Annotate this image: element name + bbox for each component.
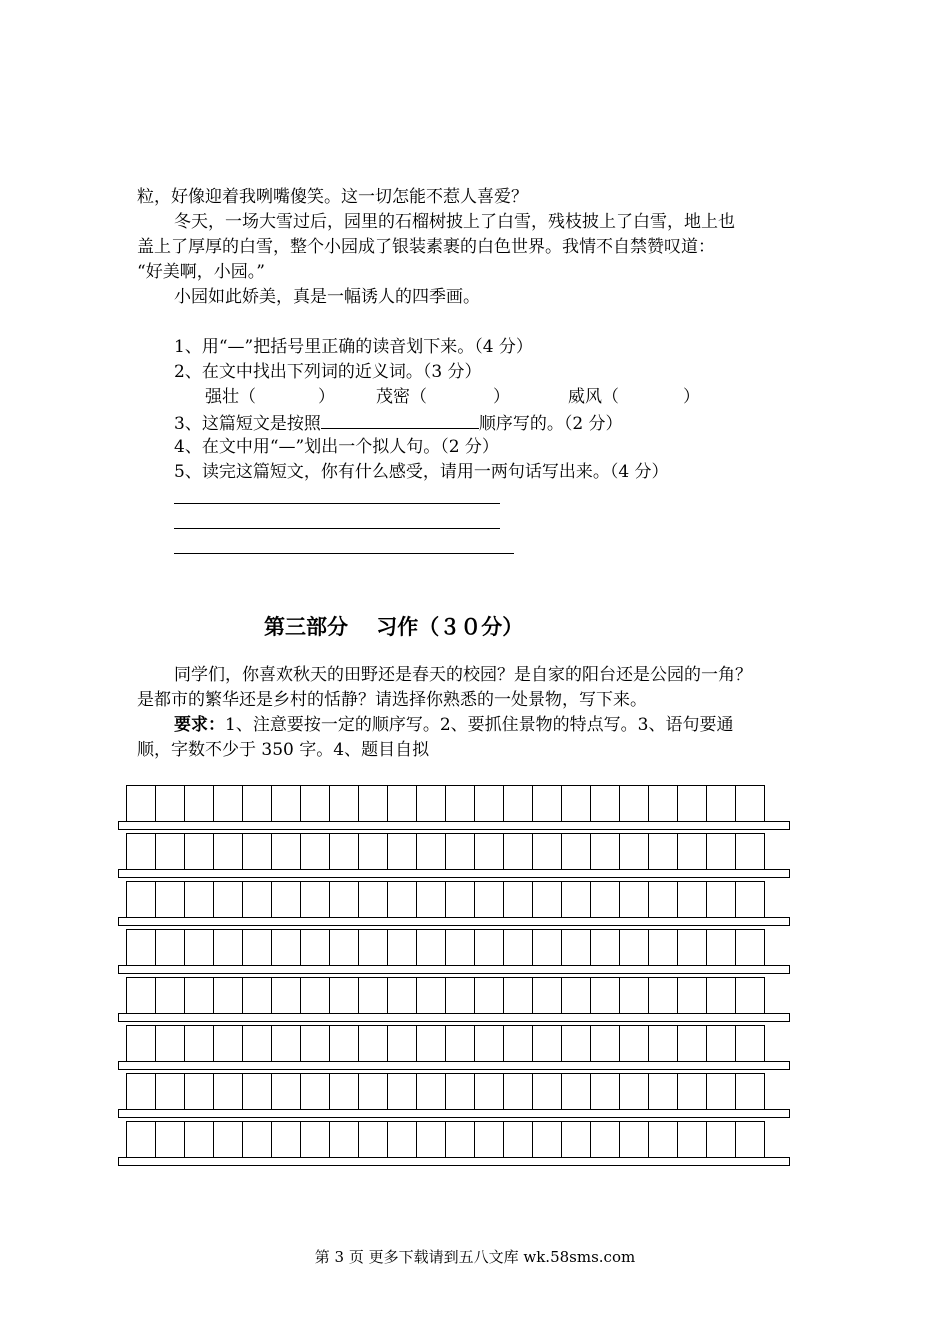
essay-intro-line-2: 是都市的繁华还是乡村的恬静？请选择你熟悉的一处景物，写下来。 (137, 690, 647, 710)
grid-cell[interactable] (445, 1073, 475, 1110)
essay-requirements-line-2: 顺，字数不少于 350 字。4、题目自拟 (137, 740, 430, 760)
grid-cell[interactable] (532, 977, 562, 1014)
grid-cell[interactable] (213, 785, 243, 822)
grid-cell[interactable] (213, 977, 243, 1014)
grid-cell[interactable] (155, 785, 185, 822)
grid-cell[interactable] (300, 1073, 330, 1110)
grid-row (126, 881, 764, 918)
grid-cell[interactable] (735, 881, 765, 918)
grid-cell[interactable] (735, 833, 765, 870)
grid-cell[interactable] (416, 785, 446, 822)
question-5: 5、读完这篇短文，你有什么感受，请用一两句话写出来。（4 分） (174, 462, 669, 482)
grid-cell[interactable] (619, 1121, 649, 1158)
answer-line-1[interactable] (174, 503, 500, 504)
grid-cell[interactable] (561, 785, 591, 822)
grid-cell[interactable] (358, 833, 388, 870)
grid-cell[interactable] (590, 1073, 620, 1110)
grid-cell[interactable] (242, 785, 272, 822)
grid-cell[interactable] (735, 1025, 765, 1062)
grid-cell[interactable] (126, 1073, 156, 1110)
grid-cell[interactable] (503, 1025, 533, 1062)
grid-cell[interactable] (590, 1025, 620, 1062)
requirements-text: 1、注意要按一定的顺序写。2、要抓住景物的特点写。3、语句要通 (225, 715, 734, 735)
grid-cell[interactable] (706, 881, 736, 918)
grid-cell[interactable] (677, 1073, 707, 1110)
grid-cell[interactable] (213, 881, 243, 918)
grid-cell[interactable] (242, 1121, 272, 1158)
grid-cell[interactable] (387, 1025, 417, 1062)
grid-cell[interactable] (126, 881, 156, 918)
grid-cell[interactable] (184, 881, 214, 918)
grid-cell[interactable] (329, 977, 359, 1014)
grid-cell[interactable] (184, 1121, 214, 1158)
grid-cell[interactable] (532, 929, 562, 966)
grid-cell[interactable] (155, 833, 185, 870)
grid-cell[interactable] (358, 977, 388, 1014)
grid-cell[interactable] (474, 881, 504, 918)
grid-cell[interactable] (503, 1073, 533, 1110)
grid-cell[interactable] (358, 785, 388, 822)
passage-line-2: 冬天，一场大雪过后，园里的石榴树披上了白雪，残枝披上了白雪，地上也 (174, 212, 735, 232)
grid-cell[interactable] (474, 977, 504, 1014)
grid-cell[interactable] (735, 1073, 765, 1110)
grid-cell[interactable] (648, 1121, 678, 1158)
grid-cell[interactable] (213, 833, 243, 870)
grid-cell[interactable] (387, 1121, 417, 1158)
grid-cell[interactable] (213, 1025, 243, 1062)
grid-cell[interactable] (329, 785, 359, 822)
grid-cell[interactable] (706, 929, 736, 966)
grid-cell[interactable] (184, 785, 214, 822)
grid-cell[interactable] (184, 929, 214, 966)
grid-cell[interactable] (648, 929, 678, 966)
grid-cell[interactable] (242, 833, 272, 870)
grid-cell[interactable] (300, 1025, 330, 1062)
grid-row (126, 1025, 764, 1062)
answer-line-3[interactable] (174, 553, 514, 554)
grid-cell[interactable] (445, 1121, 475, 1158)
grid-cell[interactable] (155, 977, 185, 1014)
grid-cell[interactable] (358, 1073, 388, 1110)
grid-cell[interactable] (416, 833, 446, 870)
grid-cell[interactable] (300, 1121, 330, 1158)
grid-row (126, 785, 764, 822)
grid-cell[interactable] (474, 1073, 504, 1110)
grid-cell[interactable] (735, 977, 765, 1014)
question-2: 2、在文中找出下列词的近义词。（3 分） (174, 362, 482, 382)
grid-row-spacer (118, 965, 790, 974)
grid-cell[interactable] (677, 881, 707, 918)
grid-cell[interactable] (358, 881, 388, 918)
grid-cell[interactable] (358, 1025, 388, 1062)
passage-line-4: “好美啊，小园。” (137, 262, 265, 282)
grid-cell[interactable] (387, 833, 417, 870)
grid-cell[interactable] (416, 881, 446, 918)
grid-cell[interactable] (503, 881, 533, 918)
q2-word-2: 茂密（ (376, 387, 427, 407)
passage-line-3: 盖上了厚厚的白雪，整个小园成了银装素裹的白色世界。我情不自禁赞叹道： (137, 237, 715, 257)
grid-cell[interactable] (329, 1073, 359, 1110)
grid-cell[interactable] (677, 1025, 707, 1062)
grid-cell[interactable] (677, 977, 707, 1014)
grid-cell[interactable] (271, 881, 301, 918)
requirements-label: 要求： (174, 715, 225, 735)
essay-intro-line-1: 同学们，你喜欢秋天的田野还是春天的校园？是自家的阳台还是公园的一角？ (174, 665, 752, 685)
grid-cell[interactable] (329, 929, 359, 966)
grid-cell[interactable] (474, 929, 504, 966)
grid-cell[interactable] (532, 1025, 562, 1062)
grid-row-spacer (118, 869, 790, 878)
grid-cell[interactable] (677, 1121, 707, 1158)
grid-cell[interactable] (648, 1073, 678, 1110)
grid-cell[interactable] (387, 881, 417, 918)
q2-word-1: 强壮（ (205, 387, 256, 407)
grid-cell[interactable] (126, 1121, 156, 1158)
grid-cell[interactable] (619, 881, 649, 918)
grid-cell[interactable] (184, 1025, 214, 1062)
grid-cell[interactable] (619, 785, 649, 822)
grid-cell[interactable] (155, 1121, 185, 1158)
grid-cell[interactable] (213, 1073, 243, 1110)
grid-cell[interactable] (126, 833, 156, 870)
grid-row-spacer (118, 1061, 790, 1070)
grid-cell[interactable] (619, 1025, 649, 1062)
grid-cell[interactable] (735, 1121, 765, 1158)
grid-cell[interactable] (706, 1121, 736, 1158)
grid-cell[interactable] (619, 1073, 649, 1110)
grid-cell[interactable] (532, 833, 562, 870)
grid-cell[interactable] (561, 1121, 591, 1158)
grid-cell[interactable] (677, 929, 707, 966)
grid-cell[interactable] (474, 1121, 504, 1158)
grid-cell[interactable] (271, 785, 301, 822)
grid-cell[interactable] (561, 833, 591, 870)
grid-cell[interactable] (648, 1025, 678, 1062)
grid-cell[interactable] (445, 929, 475, 966)
grid-cell[interactable] (271, 929, 301, 966)
grid-cell[interactable] (532, 785, 562, 822)
grid-cell[interactable] (474, 833, 504, 870)
grid-cell[interactable] (271, 1121, 301, 1158)
grid-cell[interactable] (735, 785, 765, 822)
grid-cell[interactable] (126, 929, 156, 966)
grid-cell[interactable] (706, 1025, 736, 1062)
grid-cell[interactable] (126, 977, 156, 1014)
answer-line-2[interactable] (174, 528, 500, 529)
essay-requirements-line-1 (174, 714, 733, 736)
grid-cell[interactable] (242, 1025, 272, 1062)
passage-line-5: 小园如此娇美，真是一幅诱人的四季画。 (174, 287, 480, 307)
grid-cell[interactable] (648, 977, 678, 1014)
grid-cell[interactable] (445, 977, 475, 1014)
grid-row-spacer (118, 821, 790, 830)
grid-row (126, 929, 764, 966)
grid-cell[interactable] (387, 785, 417, 822)
grid-cell[interactable] (561, 977, 591, 1014)
grid-cell[interactable] (329, 1025, 359, 1062)
grid-cell[interactable] (242, 977, 272, 1014)
grid-cell[interactable] (155, 881, 185, 918)
grid-cell[interactable] (706, 977, 736, 1014)
q2-close-3: ） (683, 387, 700, 407)
grid-cell[interactable] (126, 785, 156, 822)
grid-row-spacer (118, 1013, 790, 1022)
grid-cell[interactable] (706, 1073, 736, 1110)
grid-cell[interactable] (358, 929, 388, 966)
grid-cell[interactable] (213, 929, 243, 966)
grid-cell[interactable] (590, 1121, 620, 1158)
grid-cell[interactable] (590, 977, 620, 1014)
grid-cell[interactable] (416, 1073, 446, 1110)
grid-cell[interactable] (474, 1025, 504, 1062)
grid-cell[interactable] (619, 977, 649, 1014)
grid-cell[interactable] (416, 1121, 446, 1158)
grid-row-spacer (118, 1109, 790, 1118)
grid-row (126, 833, 764, 870)
grid-cell[interactable] (503, 785, 533, 822)
grid-cell[interactable] (590, 785, 620, 822)
q3-answer-blank[interactable] (321, 411, 479, 429)
grid-cell[interactable] (532, 1121, 562, 1158)
grid-row-spacer (118, 917, 790, 926)
grid-cell[interactable] (271, 1073, 301, 1110)
grid-cell[interactable] (590, 881, 620, 918)
grid-cell[interactable] (184, 833, 214, 870)
grid-cell[interactable] (445, 833, 475, 870)
grid-cell[interactable] (590, 929, 620, 966)
grid-cell[interactable] (648, 833, 678, 870)
grid-cell[interactable] (242, 881, 272, 918)
grid-cell[interactable] (155, 929, 185, 966)
q2-close-2: ） (493, 387, 510, 407)
grid-cell[interactable] (155, 1025, 185, 1062)
grid-cell[interactable] (126, 1025, 156, 1062)
grid-cell[interactable] (416, 929, 446, 966)
grid-cell[interactable] (474, 785, 504, 822)
grid-cell[interactable] (300, 977, 330, 1014)
grid-cell[interactable] (706, 785, 736, 822)
grid-cell[interactable] (184, 1073, 214, 1110)
grid-row (126, 1073, 764, 1110)
grid-cell[interactable] (532, 881, 562, 918)
grid-cell[interactable] (300, 833, 330, 870)
grid-cell[interactable] (242, 1073, 272, 1110)
grid-cell[interactable] (503, 1121, 533, 1158)
grid-cell[interactable] (300, 881, 330, 918)
grid-cell[interactable] (387, 929, 417, 966)
grid-cell[interactable] (561, 881, 591, 918)
grid-cell[interactable] (271, 1025, 301, 1062)
grid-cell[interactable] (532, 1073, 562, 1110)
grid-cell[interactable] (213, 1121, 243, 1158)
grid-cell[interactable] (503, 929, 533, 966)
grid-cell[interactable] (503, 833, 533, 870)
grid-cell[interactable] (706, 833, 736, 870)
grid-cell[interactable] (503, 977, 533, 1014)
q3-text-after: 顺序写的。（2 分） (478, 414, 623, 434)
q2-word-3: 威风（ (568, 387, 619, 407)
grid-cell[interactable] (329, 881, 359, 918)
grid-row (126, 1121, 764, 1158)
section-3-heading: 第三部分 习作（３０分） (264, 615, 524, 639)
grid-cell[interactable] (445, 1025, 475, 1062)
grid-cell[interactable] (416, 1025, 446, 1062)
grid-cell[interactable] (358, 1121, 388, 1158)
question-1: 1、用“—”把括号里正确的读音划下来。（4 分） (174, 337, 533, 357)
grid-cell[interactable] (416, 977, 446, 1014)
grid-cell[interactable] (677, 785, 707, 822)
grid-cell[interactable] (590, 833, 620, 870)
grid-cell[interactable] (329, 1121, 359, 1158)
grid-cell[interactable] (619, 929, 649, 966)
grid-cell[interactable] (677, 833, 707, 870)
grid-cell[interactable] (648, 785, 678, 822)
grid-cell[interactable] (155, 1073, 185, 1110)
grid-cell[interactable] (387, 977, 417, 1014)
grid-cell[interactable] (445, 785, 475, 822)
grid-cell[interactable] (648, 881, 678, 918)
question-4: 4、在文中用“—”划出一个拟人句。（2 分） (174, 437, 499, 457)
grid-cell[interactable] (387, 1073, 417, 1110)
passage-line-1: 粒，好像迎着我咧嘴傻笑。这一切怎能不惹人喜爱？ (137, 187, 528, 207)
grid-cell[interactable] (300, 929, 330, 966)
page-footer: 第 3 页 更多下载请到五八文库 wk.58sms.com (314, 1248, 636, 1266)
grid-cell[interactable] (329, 833, 359, 870)
grid-cell[interactable] (271, 833, 301, 870)
grid-cell[interactable] (271, 977, 301, 1014)
grid-cell[interactable] (242, 929, 272, 966)
grid-cell[interactable] (561, 1073, 591, 1110)
grid-cell[interactable] (561, 1025, 591, 1062)
grid-cell[interactable] (735, 929, 765, 966)
grid-cell[interactable] (445, 881, 475, 918)
grid-row-spacer (118, 1157, 790, 1166)
grid-cell[interactable] (619, 833, 649, 870)
grid-cell[interactable] (300, 785, 330, 822)
question-3 (174, 411, 623, 435)
q3-text-before: 3、这篇短文是按照 (174, 414, 321, 434)
grid-row (126, 977, 764, 1014)
grid-cell[interactable] (561, 929, 591, 966)
q2-close-1: ） (318, 387, 335, 407)
grid-cell[interactable] (184, 977, 214, 1014)
